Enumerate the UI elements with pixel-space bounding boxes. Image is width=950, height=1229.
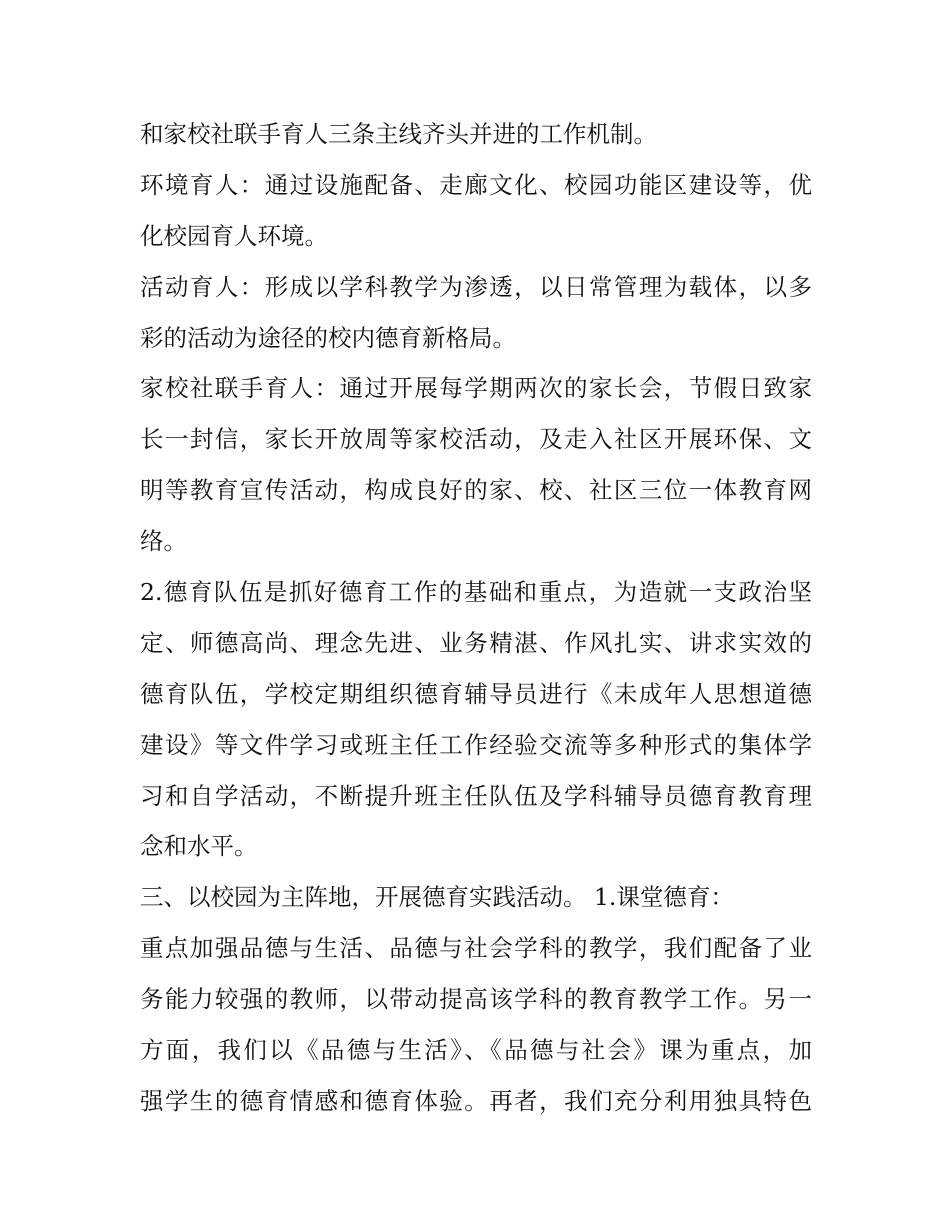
text-line: 化校园育人环境。 xyxy=(140,221,328,250)
text-line: 三、以校园为主阵地，开展德育实践活动。 1.课堂德育： xyxy=(140,883,734,912)
text-line: 长一封信，家长开放周等家校活动，及走入社区开展环保、文 xyxy=(140,425,812,454)
text-line: 明等教育宣传活动，构成良好的家、校、社区三位一体教育网 xyxy=(140,476,812,505)
document-body xyxy=(140,109,812,1127)
text-line: 环境育人：通过设施配备、走廊文化、校园功能区建设等，优 xyxy=(140,170,812,199)
text-line: 2.德育队伍是抓好德育工作的基础和重点，为造就一支政治坚 xyxy=(140,578,812,607)
text-line: 方面，我们以《品德与生活》、《品德与社会》课为重点，加 xyxy=(140,1036,812,1065)
text-line: 强学生的德育情感和德育体验。再者，我们充分利用独具特色 xyxy=(140,1086,812,1115)
text-line: 建设》等文件学习或班主任工作经验交流等多种形式的集体学 xyxy=(140,730,812,759)
text-line: 活动育人：形成以学科教学为渗透，以日常管理为载体，以多 xyxy=(140,272,812,301)
text-line: 定、师德高尚、理念先进、业务精湛、作风扎实、讲求实效的 xyxy=(140,628,812,657)
text-line: 络。 xyxy=(140,527,187,556)
text-line: 和家校社联手育人三条主线齐头并进的工作机制。 xyxy=(140,120,657,148)
text-line: 德育队伍，学校定期组织德育辅导员进行《未成年人思想道德 xyxy=(140,679,812,708)
text-line: 家校社联手育人：通过开展每学期两次的家长会，节假日致家 xyxy=(140,374,812,403)
text-line: 务能力较强的教师，以带动提高该学科的教育教学工作。另一 xyxy=(140,985,812,1014)
text-line: 重点加强品德与生活、品德与社会学科的教学，我们配备了业 xyxy=(140,934,812,963)
text-line: 彩的活动为途径的校内德育新格局。 xyxy=(140,323,516,352)
text-line: 念和水平。 xyxy=(140,832,258,861)
text-line: 习和自学活动，不断提升班主任队伍及学科辅导员德育教育理 xyxy=(140,781,812,810)
